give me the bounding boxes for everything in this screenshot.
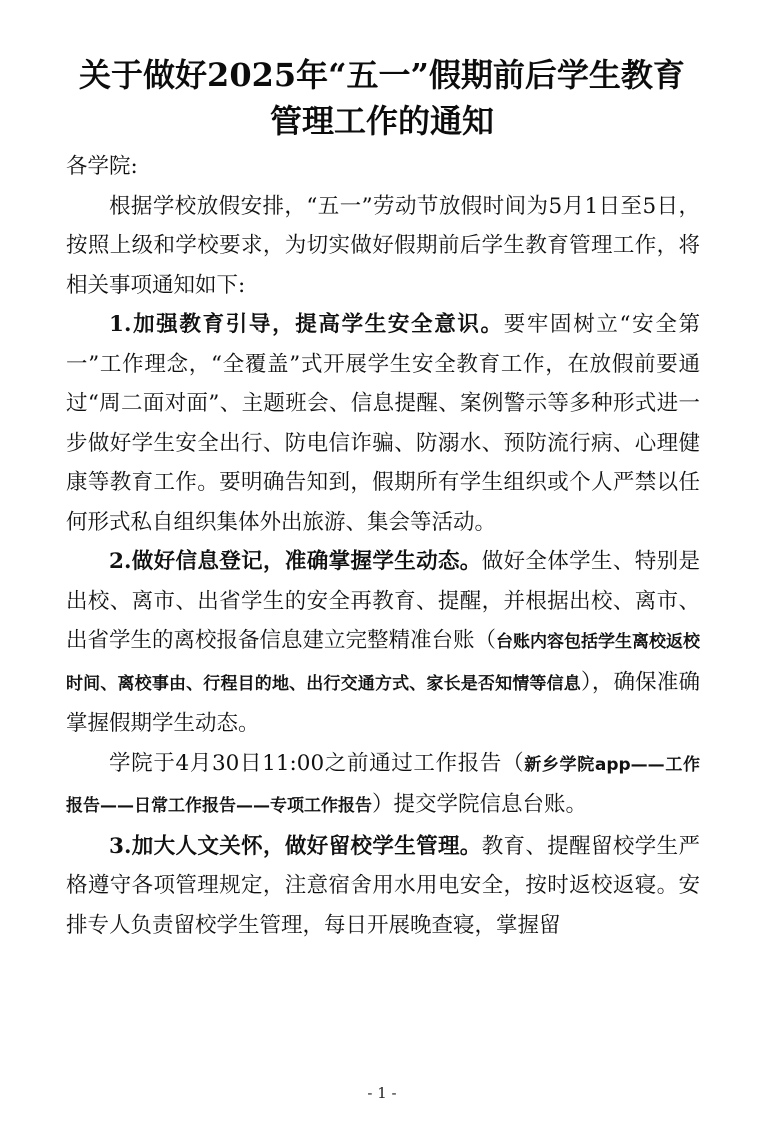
- item2-text-after: ），确保准确掌握假期学生动态。: [66, 669, 700, 736]
- report-text-after: ）提交学院信息台账。: [372, 792, 588, 817]
- item3-paragraph: [66, 827, 700, 946]
- item3-heading: 3.加大人文关怀，做好留校学生管理。: [109, 833, 482, 859]
- item1-text: 要牢固树立“安全第一”工作理念，“全覆盖”式开展学生安全教育工作，在放假前要通过“周二面对面”、主题班会、信息提醒、案例警示等多种形式进一步做好学生安全出行、防电信诈骗、防溺水、预防流行病、心理健康等教育工作。要明确告知到，假期所有学生组织或个人严禁以任何形式私自组织集体外出旅游、集会等活动。: [66, 312, 700, 535]
- item1-paragraph: [66, 305, 700, 542]
- item3-text: 教育、提醒留校学生严格遵守各项管理规定，注意宿舍用水用电安全，按时返校返寝。安排专人负责留校学生管理，每日开展晚查寝，掌握留: [66, 833, 700, 938]
- document-body: [66, 147, 700, 945]
- report-path: 新乡学院app——工作报告——日常工作报告——专项工作报告: [66, 754, 701, 816]
- item2-text: 做好全体学生、特别是出校、离市、出省学生的安全再教育、提醒，并根据出校、离市、出省学生的离校报备信息建立完整精准台账（: [66, 549, 700, 653]
- report-text: 学院于4月30日11:00之前通过工作报告（: [109, 750, 525, 776]
- item2-paragraph: [66, 542, 700, 744]
- item2-note: 台账内容包括学生离校返校时间、离校事由、行程目的地、出行交通方式、家长是否知情等信息: [66, 632, 701, 694]
- salutation: 各学院:: [66, 154, 138, 179]
- item2-heading: 2.做好信息登记，准确掌握学生动态。: [109, 549, 482, 574]
- item2-report-paragraph: [66, 744, 700, 827]
- document-title-line2: 管理工作的通知: [269, 102, 494, 140]
- item1-heading: 1.加强教育引导，提高学生安全意识。: [109, 312, 504, 337]
- page-number: - 1 -: [367, 1084, 397, 1102]
- intro-paragraph: 根据学校放假安排，“五一”劳动节放假时间为5月1日至5日，按照上级和学校要求，为切实做好假期前后学生教育管理工作，将相关事项通知如下:: [66, 193, 700, 298]
- document-title-line1: 关于做好2025年“五一”假期前后学生教育: [79, 56, 685, 94]
